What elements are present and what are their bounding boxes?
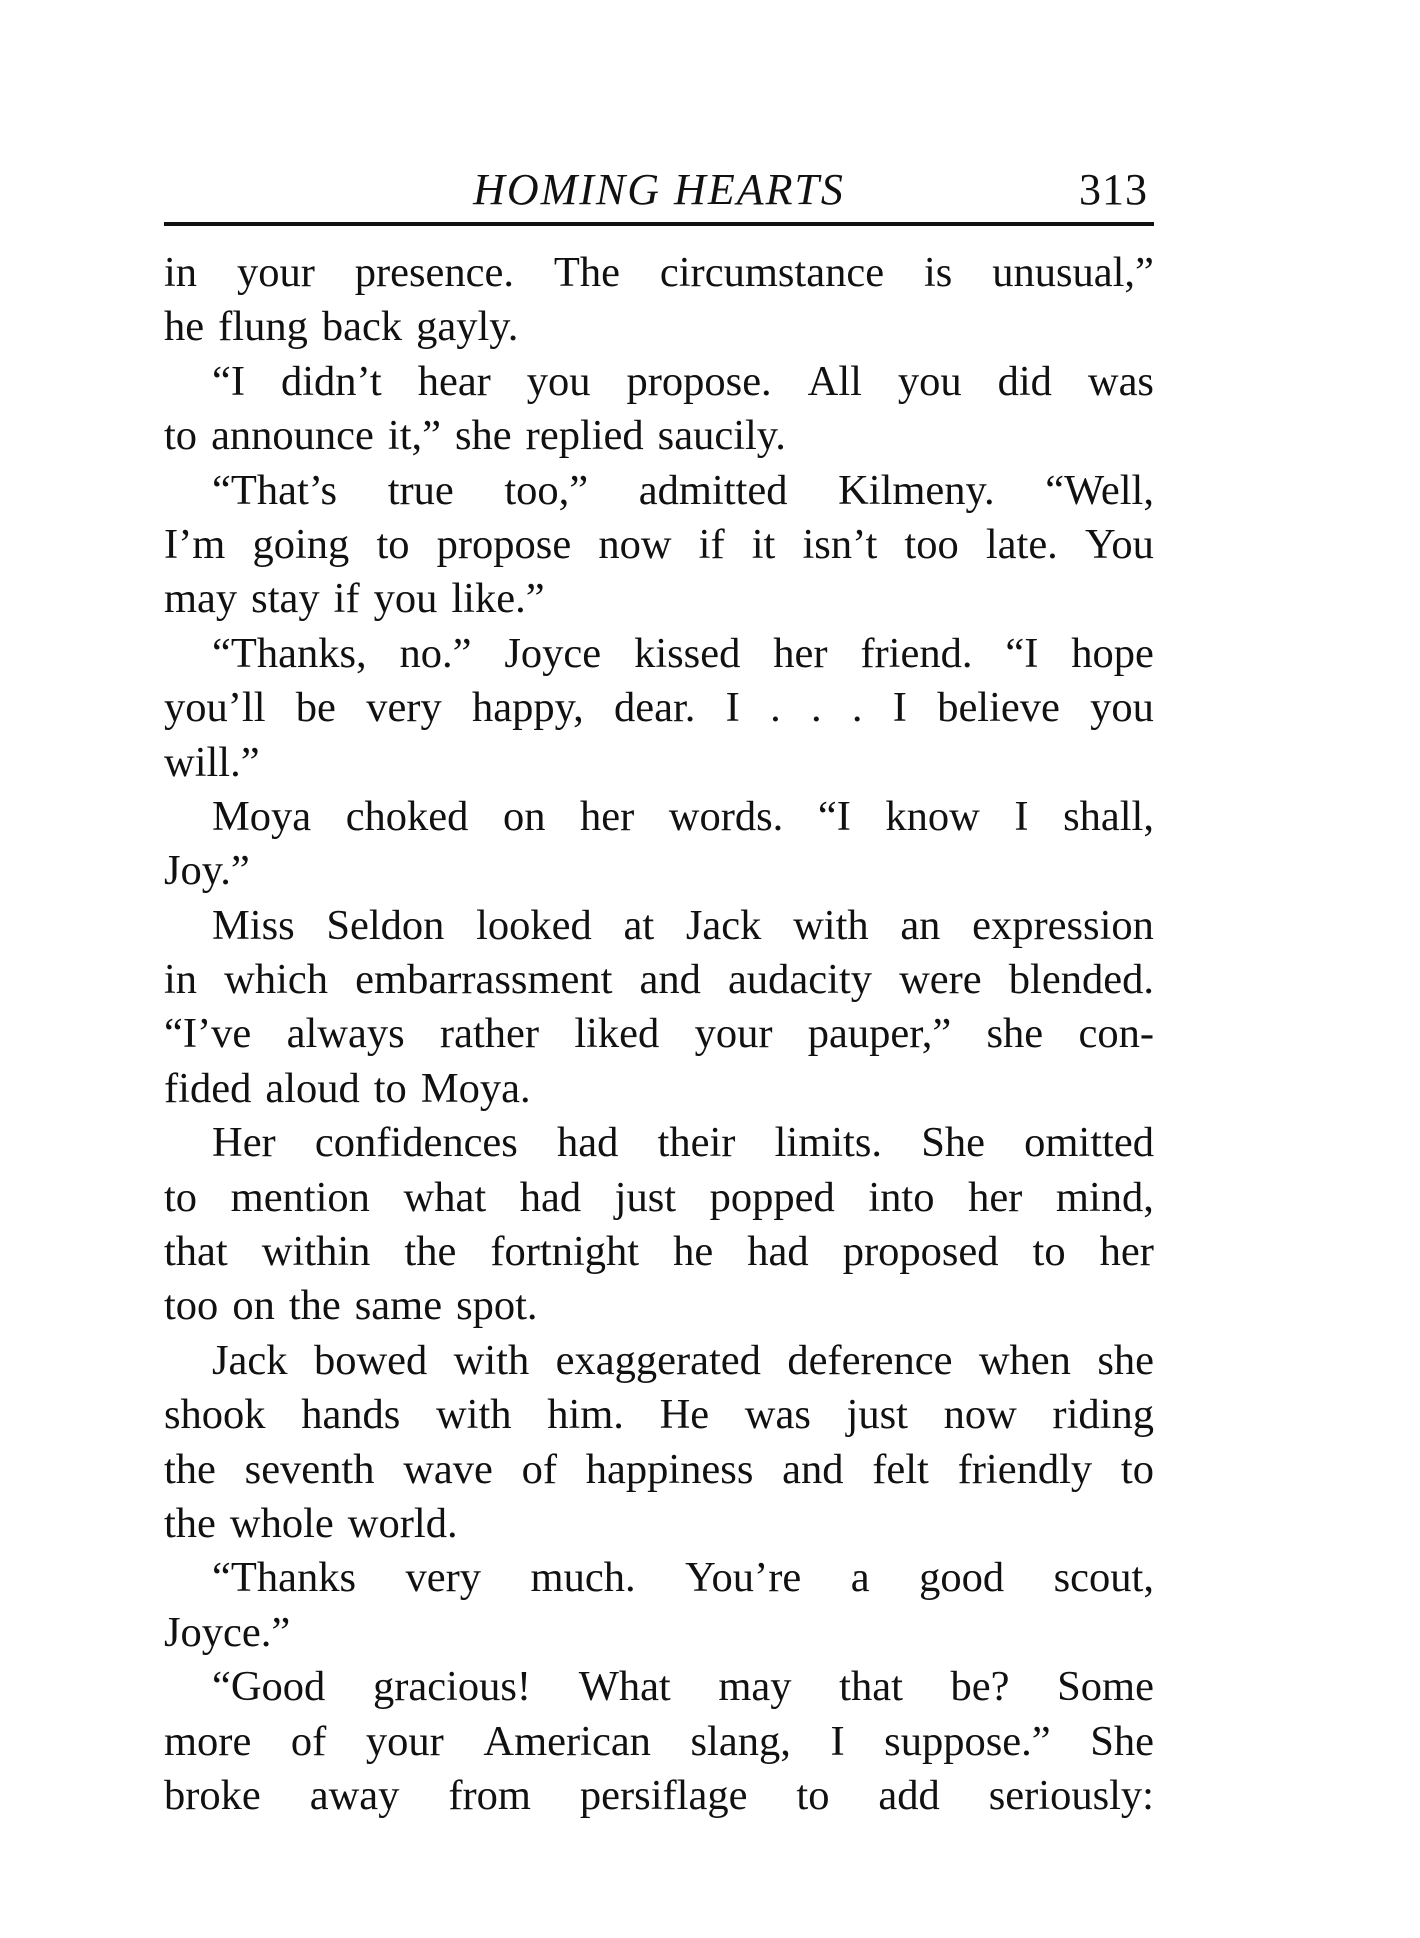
word: your [365, 1717, 444, 1765]
word: limits. [774, 1119, 883, 1167]
word: in [164, 249, 198, 296]
word: didn’t [280, 357, 382, 405]
word: Moya [212, 792, 312, 840]
text-line [164, 844, 1154, 898]
word: shall, [1063, 792, 1154, 840]
word: too [904, 520, 959, 568]
word: that [164, 1228, 228, 1276]
word: choked [345, 792, 469, 840]
word: presence. [354, 249, 515, 296]
word: bowed [313, 1336, 428, 1384]
text-line [164, 790, 1154, 844]
word: if [333, 575, 360, 623]
word: “Good [212, 1663, 326, 1711]
text-line [164, 1606, 1154, 1660]
word: Her [212, 1119, 276, 1167]
word: “I [1005, 629, 1039, 677]
word: happy, [471, 684, 584, 732]
word: same [354, 1282, 443, 1330]
word: She [1090, 1717, 1154, 1765]
word: had [557, 1119, 619, 1167]
word: know [885, 792, 980, 840]
word: popped [709, 1173, 835, 1221]
word: isn’t [802, 520, 878, 568]
word: gracious! [372, 1663, 532, 1711]
word: saucily. [657, 412, 786, 460]
word: kissed [634, 629, 741, 677]
text-line [164, 899, 1154, 953]
word: back [321, 303, 403, 351]
word: fortnight [490, 1228, 640, 1276]
word: in [164, 956, 198, 1004]
word: away [309, 1771, 400, 1819]
word: you [526, 357, 591, 405]
word: audacity [728, 956, 872, 1004]
word: Miss [212, 901, 295, 949]
word: dear. [613, 684, 696, 732]
word: good [919, 1554, 1005, 1602]
word: had [747, 1228, 809, 1276]
word: Kilmeny. [838, 466, 995, 514]
word: going [252, 520, 350, 568]
word: felt [872, 1445, 929, 1493]
word: American [483, 1717, 651, 1765]
word: replied [525, 412, 644, 460]
word: . [810, 684, 822, 732]
word: and [782, 1445, 844, 1493]
word: . [851, 684, 863, 732]
word: just [614, 1173, 677, 1221]
word: happiness [585, 1445, 754, 1493]
word: was [1087, 357, 1154, 405]
text-line [164, 1551, 1154, 1605]
text-line [164, 1769, 1154, 1823]
word: fided [164, 1064, 252, 1112]
word: very [366, 684, 442, 732]
word: what [403, 1173, 487, 1221]
word: with [793, 901, 869, 949]
word: The [553, 249, 620, 296]
body-text [164, 246, 1154, 1823]
word: you’ll [164, 684, 266, 732]
word: believe [937, 684, 1060, 732]
page-number: 313 [1079, 165, 1148, 214]
text-line [164, 464, 1154, 518]
word: Joy.” [164, 847, 250, 895]
word: to [164, 1173, 198, 1221]
word: be? [950, 1663, 1010, 1711]
word: that [839, 1663, 903, 1711]
word: your [694, 1010, 773, 1058]
text-line [164, 246, 1154, 300]
word: “Thanks [212, 1554, 356, 1602]
word: . [770, 684, 781, 732]
word: too [164, 1282, 219, 1330]
text-line [164, 681, 1154, 735]
word: Moya. [420, 1064, 531, 1112]
word: Some [1057, 1663, 1154, 1711]
running-title: HOMING HEARTS [473, 165, 845, 214]
word: hope [1071, 629, 1154, 677]
word: at [623, 901, 655, 949]
word: suppose.” [884, 1717, 1051, 1765]
word: propose [436, 520, 572, 568]
text-line [164, 1116, 1154, 1170]
word: he [164, 303, 205, 351]
word: “I [817, 792, 851, 840]
word: had [519, 1173, 582, 1221]
word: always [286, 1010, 405, 1058]
word: announce [211, 412, 374, 460]
word: may [164, 575, 238, 623]
word: She [921, 1119, 985, 1167]
word: All [807, 357, 862, 405]
word: Jack [212, 1336, 288, 1384]
word: may [718, 1663, 792, 1711]
word: proposed [842, 1228, 999, 1276]
word: the [164, 1499, 216, 1547]
word: the [404, 1228, 457, 1276]
word: flung [218, 303, 308, 351]
word: admitted [638, 466, 788, 514]
word: he [673, 1228, 714, 1276]
word: to [164, 412, 198, 460]
word: from [448, 1771, 531, 1819]
word: “Well, [1045, 466, 1154, 514]
header-rule [164, 222, 1154, 226]
word: when [978, 1336, 1071, 1384]
word: He [659, 1391, 710, 1439]
word: into [868, 1173, 935, 1221]
text-line [164, 1062, 1154, 1116]
word: “Thanks, [212, 629, 367, 677]
word: words. [668, 792, 784, 840]
word: expression [972, 901, 1154, 949]
word: add [878, 1771, 940, 1819]
word: mention [230, 1173, 370, 1221]
word: much. [530, 1554, 636, 1602]
word: pauper,” [807, 1010, 952, 1058]
word: you [373, 575, 438, 623]
word: is [923, 249, 953, 296]
word: within [261, 1228, 371, 1276]
word: persiflage [579, 1771, 748, 1819]
word: to [796, 1771, 830, 1819]
word: of [521, 1445, 558, 1493]
word: seventh [244, 1445, 375, 1493]
word: embarrassment [355, 956, 613, 1004]
word: an [900, 901, 941, 949]
word: broke [164, 1771, 261, 1819]
word: true [387, 466, 454, 514]
word: her [579, 792, 635, 840]
word: their [657, 1119, 736, 1167]
word: no.” [399, 629, 472, 677]
text-line [164, 1279, 1154, 1333]
word: a [850, 1554, 870, 1602]
word: you [1090, 684, 1154, 732]
word: I [1014, 792, 1029, 840]
word: were [899, 956, 982, 1004]
word: will.” [164, 738, 260, 786]
word: late. [985, 520, 1058, 568]
word: which [224, 956, 329, 1004]
word: you [897, 357, 962, 405]
word: You’re [685, 1554, 802, 1602]
text-line [164, 1388, 1154, 1442]
word: your [236, 249, 315, 296]
word: now [943, 1391, 1017, 1439]
word: with [435, 1391, 512, 1439]
word: scout, [1053, 1554, 1154, 1602]
text-line [164, 572, 1154, 626]
text-line [164, 300, 1154, 354]
word: now [598, 520, 672, 568]
word: more [164, 1717, 252, 1765]
word: hands [301, 1391, 401, 1439]
word: like.” [451, 575, 545, 623]
text-line [164, 1715, 1154, 1769]
word: she [1097, 1336, 1154, 1384]
word: rather [439, 1010, 540, 1058]
word: to [1032, 1228, 1066, 1276]
word: be [295, 684, 336, 732]
word: omitted [1024, 1119, 1154, 1167]
word: seriously: [988, 1771, 1154, 1819]
word: just [846, 1391, 908, 1439]
word: to [1120, 1445, 1154, 1493]
word: “That’s [212, 466, 338, 514]
word: gayly. [416, 303, 519, 351]
word: I’m [164, 520, 226, 568]
word: her [1099, 1228, 1154, 1276]
word: her [968, 1173, 1023, 1221]
word: Joyce.” [164, 1608, 291, 1656]
word: with [453, 1336, 530, 1384]
text-line [164, 1171, 1154, 1225]
word: What [578, 1663, 671, 1711]
word: her [773, 629, 828, 677]
word: blended. [1008, 956, 1154, 1004]
word: of [290, 1717, 327, 1765]
word: shook [164, 1391, 266, 1439]
word: I [830, 1717, 845, 1765]
text-line [164, 1660, 1154, 1714]
text-line [164, 736, 1154, 790]
word: “I [212, 357, 246, 405]
text-line [164, 953, 1154, 1007]
word: riding [1052, 1391, 1154, 1439]
word: very [405, 1554, 482, 1602]
word: stay [251, 575, 320, 623]
word: propose. [626, 357, 772, 405]
word: Seldon [326, 901, 445, 949]
word: the [288, 1282, 341, 1330]
word: hear [417, 357, 491, 405]
text-line [164, 518, 1154, 572]
word: con- [1078, 1010, 1154, 1058]
word: friend. [860, 629, 973, 677]
word: it,” [387, 412, 442, 460]
word: liked [574, 1010, 660, 1058]
word: to [373, 1064, 407, 1112]
text-line [164, 1443, 1154, 1497]
word: You [1084, 520, 1154, 568]
word: Joyce [504, 629, 602, 677]
word: deference [787, 1336, 953, 1384]
word: on [232, 1282, 275, 1330]
text-line [164, 1334, 1154, 1388]
text-line [164, 1007, 1154, 1061]
word: unusual,” [992, 249, 1154, 296]
word: confidences [314, 1119, 518, 1167]
word: circumstance [659, 249, 885, 296]
word: “I’ve [164, 1010, 252, 1058]
word: did [997, 357, 1052, 405]
text-line [164, 627, 1154, 681]
word: if [698, 520, 725, 568]
word: to [376, 520, 410, 568]
word: slang, [690, 1717, 791, 1765]
word: and [639, 956, 701, 1004]
text-line [164, 355, 1154, 409]
word: wave [403, 1445, 493, 1493]
word: I [892, 684, 907, 732]
text-line [164, 1497, 1154, 1551]
word: world. [347, 1499, 458, 1547]
word: spot. [456, 1282, 538, 1330]
word: him. [547, 1391, 624, 1439]
word: was [744, 1391, 811, 1439]
word: looked [476, 901, 592, 949]
word: Jack [685, 901, 762, 949]
word: the [164, 1445, 216, 1493]
word: too,” [504, 466, 589, 514]
text-line [164, 1225, 1154, 1279]
word: on [502, 792, 546, 840]
word: exaggerated [555, 1336, 761, 1384]
word: aloud [265, 1064, 360, 1112]
word: it [751, 520, 776, 568]
word: mind, [1055, 1173, 1154, 1221]
word: whole [229, 1499, 334, 1547]
word: she [455, 412, 512, 460]
word: I [725, 684, 740, 732]
text-line [164, 409, 1154, 463]
word: she [986, 1010, 1044, 1058]
running-head [164, 160, 1154, 220]
word: friendly [957, 1445, 1093, 1493]
